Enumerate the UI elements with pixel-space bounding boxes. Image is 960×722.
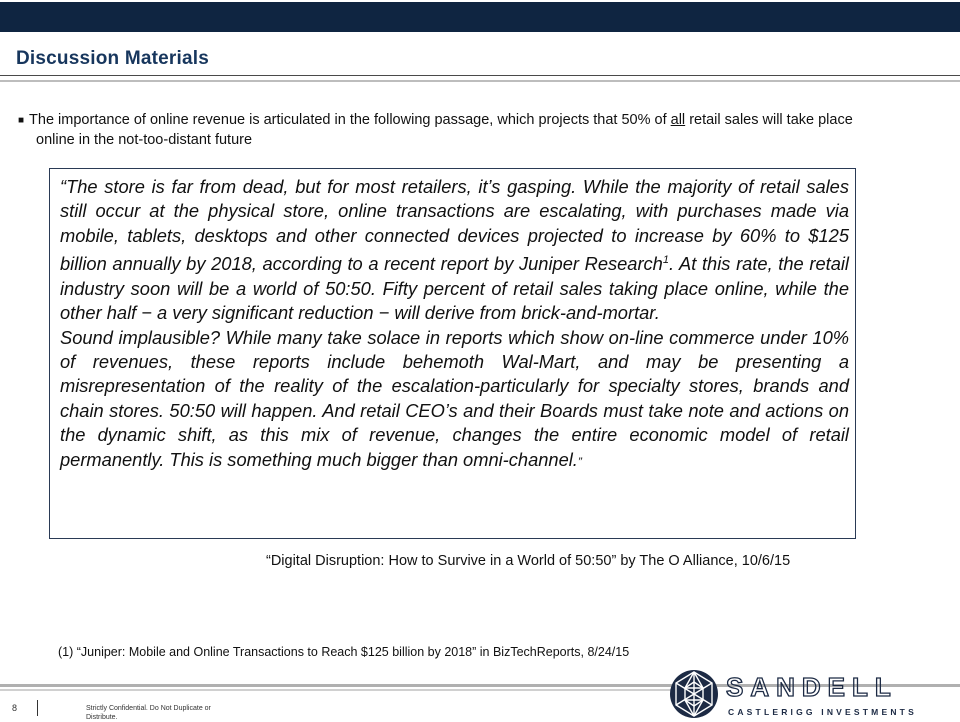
quote-paragraph-2-text: Sound implausible? While many take solace in reports which show on-line commerce under 10% of revenues, these reports include behemoth Wal-Mart, and may be presenting a misrepresentation of the reality of the escalation-particularly for specialty stores, brands and chain stores. 50:50 will happen. And retail CEO’s and their Boards must take note and actions on the dynamic shift, as this mix of revenue, changes the entire economic model of retail permanently. This is something much bigger than omni-channel. (60, 326, 849, 470)
footer-divider-secondary (0, 689, 672, 691)
quote-paragraph-1-part-a: “The store is far from dead, but for most retailers, it’s gasping. While the majority of retail sales still occur at the physical store, online transactions are escalating, with purchases made via mobile, tablets, desktops and other connected devices projected to increase by 60% to $125 billion annually by 2018, according to a recent report by Juniper Research (60, 176, 849, 275)
intro-bullet (18, 111, 953, 150)
intro-text-before: The importance of online revenue is articulated in the following passage, which projects that 50% of (29, 112, 667, 128)
title-divider (0, 75, 960, 76)
footnote: (1) “Juniper: Mobile and Online Transactions to Reach $125 billion by 2018” in BizTechReports, 8/24/15 (58, 645, 630, 659)
company-logo (668, 668, 958, 720)
intro-line-2: online in the not-too-distant future (36, 132, 253, 148)
quote-paragraph-2 (60, 326, 849, 474)
logo-wordmark: SANDELL (726, 672, 898, 702)
title-divider-secondary (0, 80, 960, 82)
intro-underlined-word: all (670, 112, 686, 128)
page-number: 8 (12, 703, 18, 713)
quote-citation: “Digital Disruption: How to Survive in a World of 50:50” by The O Alliance, 10/6/15 (266, 553, 791, 569)
geodesic-sphere-icon (670, 670, 718, 718)
closing-quote-mark: ” (577, 454, 582, 469)
logo-tagline: CASTLERIGG INVESTMENTS (728, 707, 917, 717)
quote-paragraph-1 (60, 175, 849, 326)
footnote-reference: 1 (662, 254, 669, 267)
quote-passage (60, 175, 849, 474)
page-title: Discussion Materials (16, 48, 210, 69)
quote-paragraph-1-part-b: . At this rate, the retail industry soon will be a world of 50:50. Fifty percent of retail sales taking place online, while the other half − a very significant reduction − will derive from brick-and-mortar. (60, 253, 849, 324)
page-number-separator (37, 700, 38, 716)
top-banner (0, 2, 960, 32)
intro-text-after: retail sales will take place (689, 112, 853, 128)
bullet-marker: ■ (18, 115, 25, 126)
confidentiality-notice: Strictly Confidential. Do Not Duplicate or Distribute. (86, 705, 211, 721)
